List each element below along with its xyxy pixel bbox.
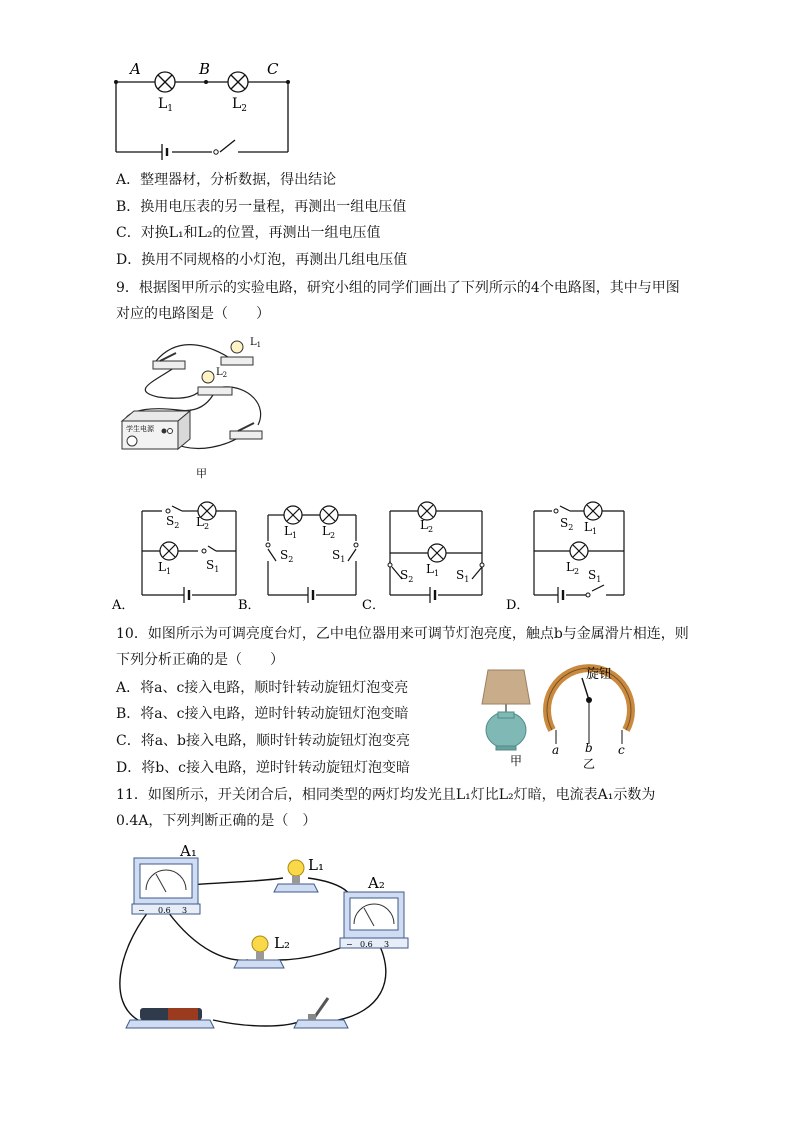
q9-stem-line1: 9．根据图甲所示的实验电路，研究小组的同学们画出了下列所示的4个电路图，其中与甲图 [116, 280, 680, 296]
lightbulb-icon [202, 371, 214, 383]
q10-option-c[interactable]: C．将a、b接入电路，顺时针转动旋钮灯泡变亮 [116, 733, 411, 749]
q9-choice-d-label[interactable]: D． [506, 598, 530, 613]
q11-stem-line2: 0.4A，下列判断正确的是（ ） [116, 813, 317, 829]
lamp-l1-label: $L_1$ [158, 96, 174, 114]
svg-text:L1: $L_1$ [584, 520, 598, 536]
switch-lever[interactable] [314, 998, 328, 1018]
switch-board-top [153, 361, 185, 369]
lamp-l2-label: L₂ [274, 934, 290, 952]
lightbulb-icon [252, 936, 268, 952]
ammeter-a2-scale-06: 0.6 [360, 940, 373, 949]
svg-text:L2: $L_2$ [322, 524, 336, 540]
series-circuit-diagram [110, 60, 300, 160]
lamp-l2-label: $L_2$ [232, 96, 248, 114]
q8-option-b[interactable]: B．换用电压表的另一量程，再测出一组电压值 [116, 199, 407, 215]
lamp-l1-label: L₁ [308, 856, 324, 874]
svg-text:S2: $S_2$ [400, 568, 414, 584]
q9-choice-circuits [110, 495, 650, 615]
point-c-label: C [267, 60, 279, 78]
svg-text:L1: $L_1$ [250, 337, 262, 349]
terminal-c-label: c [618, 743, 625, 757]
caption-jia: 甲 [510, 754, 523, 768]
svg-text:S1: $S_1$ [588, 568, 602, 584]
terminal-a-label: a [552, 743, 560, 757]
svg-text:S1: $S_1$ [206, 558, 220, 574]
svg-text:L2: $L_2$ [566, 560, 580, 576]
svg-text:S2: $S_2$ [560, 516, 574, 532]
q8-option-a[interactable]: A．整理器材，分析数据，得出结论 [116, 172, 337, 188]
point-b-label: B [199, 60, 211, 78]
q10-stem-line2: 下列分析正确的是（ ） [116, 652, 284, 668]
q11-stem-line1: 11．如图所示，开关闭合后，相同类型的两灯均发光且L₁灯比L₂灯暗，电流表A₁示数为 [116, 787, 656, 803]
q8-option-d[interactable]: D．换用不同规格的小灯泡，再测出几组电压值 [116, 252, 408, 268]
svg-text:L1: $L_1$ [158, 560, 172, 576]
svg-text:S1: $S_1$ [332, 548, 346, 564]
switch-board-bottom [230, 431, 262, 439]
q9-choice-a-label[interactable]: A． [112, 598, 135, 613]
q10-lamp-potentiometer-figure [478, 660, 648, 772]
ammeter-a2-scale-minus: − [346, 940, 353, 949]
q8-option-c[interactable]: C．对换L₁和L₂的位置，再测出一组电压值 [116, 225, 381, 241]
lamp-shade [482, 670, 530, 704]
photo-caption-jia: 甲 [196, 467, 207, 480]
ammeter-a1-label: A₁ [180, 842, 197, 860]
q10-option-b[interactable]: B．将a、c接入电路，逆时针转动旋钮灯泡变暗 [116, 706, 409, 722]
lightbulb-icon [231, 341, 243, 353]
svg-text:L1: $L_1$ [284, 524, 298, 540]
terminal-b-label: b [585, 741, 593, 755]
q9-choice-b-label[interactable]: B． [238, 598, 261, 613]
svg-text:L1: $L_1$ [426, 562, 440, 578]
svg-text:S2: $S_2$ [280, 548, 294, 564]
ammeter-a2-label: A₂ [368, 874, 385, 892]
q9-experiment-illustration [118, 335, 278, 485]
ammeter-a1-scale-06: 0.6 [158, 906, 171, 915]
q10-stem-line1: 10．如图所示为可调亮度台灯，乙中电位器用来可调节灯泡亮度，触点b与金属滑片相连，则 [116, 626, 689, 642]
power-supply-label: 学生电源 [126, 425, 154, 433]
svg-text:L2: $L_2$ [420, 518, 434, 534]
q9-stem-line2: 对应的电路图是（ ） [116, 306, 270, 322]
ammeter-a2-scale-3: 3 [384, 940, 390, 949]
q10-option-d[interactable]: D．将b、c接入电路，逆时针转动旋钮灯泡变暗 [116, 760, 411, 776]
q9-choice-c-label[interactable]: C． [362, 598, 385, 613]
lightbulb-icon [288, 860, 304, 876]
knob-label: 旋钮 [586, 667, 613, 682]
q10-option-a[interactable]: A．将a、c接入电路，顺时针转动旋钮灯泡变亮 [116, 680, 409, 696]
svg-text:S1: $S_1$ [456, 568, 470, 584]
q11-circuit-illustration [118, 842, 418, 1042]
ammeter-a1-scale-minus: − [138, 906, 145, 915]
caption-yi: 乙 [583, 757, 596, 771]
point-a-label: A [130, 60, 141, 78]
svg-text:S2: $S_2$ [166, 514, 180, 530]
svg-text:L2: $L_2$ [196, 515, 210, 531]
ammeter-a1-scale-3: 3 [182, 906, 188, 915]
svg-text:L2: $L_2$ [216, 367, 228, 379]
